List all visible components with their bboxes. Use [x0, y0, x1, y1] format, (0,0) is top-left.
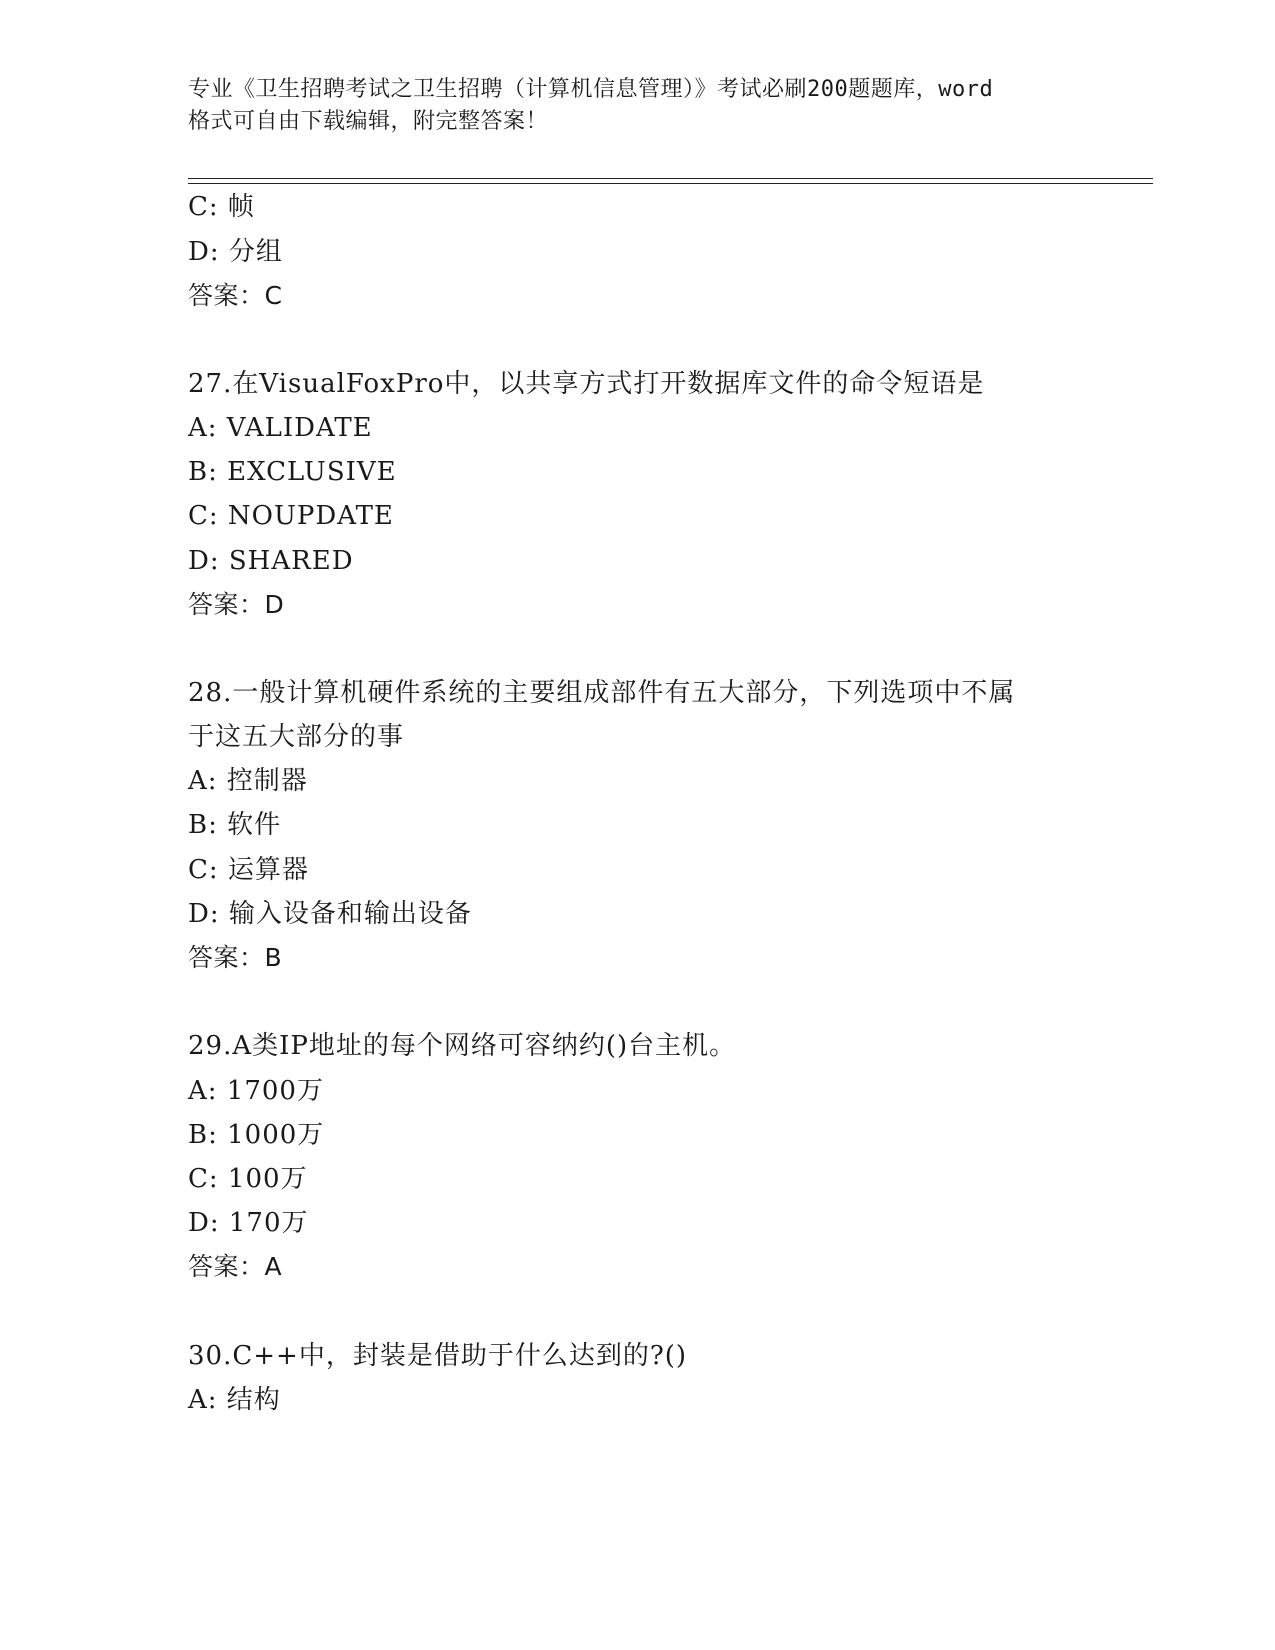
- question-28-line-1: 28.一般计算机硬件系统的主要组成部件有五大部分，下列选项中不属: [188, 678, 1016, 708]
- header-divider-bottom: [188, 183, 1153, 184]
- q28-option-b: B: 软件: [188, 810, 282, 840]
- q28-option-d: D: 输入设备和输出设备: [188, 899, 472, 929]
- header-line-2: 格式可自由下载编辑，附完整答案！: [188, 109, 549, 134]
- header-line-1: 专业《卫生招聘考试之卫生招聘（计算机信息管理）》考试必刷200题题库，word: [188, 77, 994, 102]
- option-c: C: 帧: [188, 192, 255, 222]
- question-29: 29.A类IP地址的每个网络可容纳约()台主机。: [188, 1031, 737, 1061]
- q29-answer: 答案：A: [188, 1252, 283, 1281]
- q27-option-b: B: EXCLUSIVE: [188, 457, 397, 487]
- q28-option-c: C: 运算器: [188, 855, 309, 885]
- q29-option-b: B: 1000万: [188, 1120, 325, 1150]
- q27-option-c: C: NOUPDATE: [188, 501, 394, 531]
- q28-answer: 答案：B: [188, 943, 283, 972]
- q29-option-d: D: 170万: [188, 1208, 309, 1238]
- q29-option-a: A: 1700万: [188, 1076, 324, 1106]
- question-27: 27.在VisualFoxPro中，以共享方式打开数据库文件的命令短语是: [188, 369, 985, 399]
- question-28-line-2: 于这五大部分的事: [188, 722, 405, 752]
- q27-answer: 答案：D: [188, 590, 285, 619]
- question-30: 30.C++中，封装是借助于什么达到的?(): [188, 1341, 688, 1371]
- q28-option-a: A: 控制器: [188, 766, 308, 796]
- answer-label: 答案：C: [188, 281, 283, 310]
- header-divider-top: [188, 178, 1153, 179]
- q27-option-a: A: VALIDATE: [188, 413, 373, 443]
- q27-option-d: D: SHARED: [188, 546, 354, 576]
- q30-option-a: A: 结构: [188, 1385, 281, 1415]
- q29-option-c: C: 100万: [188, 1164, 308, 1194]
- option-d: D: 分组: [188, 237, 283, 267]
- document-header: [188, 74, 1088, 138]
